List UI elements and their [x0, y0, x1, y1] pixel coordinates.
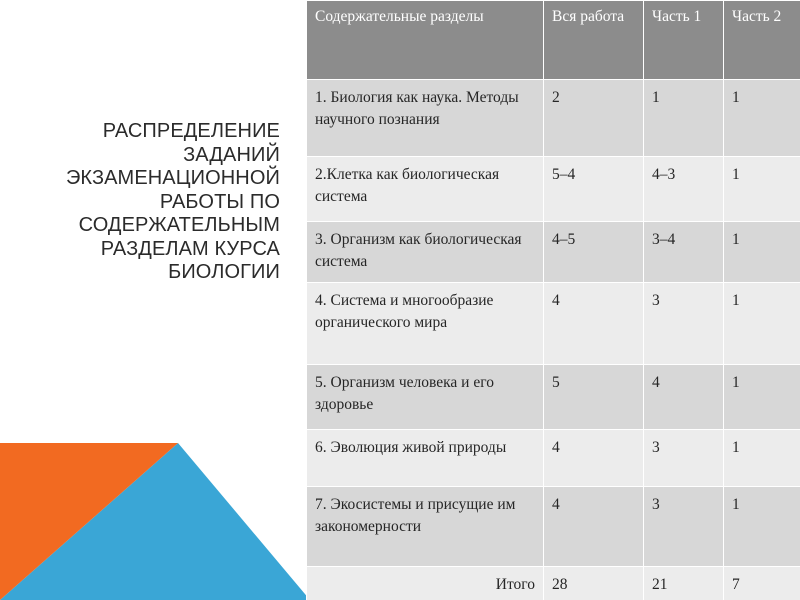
part-1-cell: 4 — [644, 365, 724, 430]
blue-triangle-shape — [0, 443, 310, 600]
whole-work-cell: 5–4 — [544, 157, 644, 222]
total-part-2-cell: 7 — [724, 567, 800, 600]
part-2-cell: 1 — [724, 365, 800, 430]
part-1-cell: 3–4 — [644, 222, 724, 283]
part-1-cell: 3 — [644, 430, 724, 487]
header-sections: Содержательные разделы — [307, 1, 544, 80]
table-row — [307, 365, 800, 430]
header-part-1: Часть 1 — [644, 1, 724, 80]
header-part-2: Часть 2 — [724, 1, 800, 80]
part-1-cell: 1 — [644, 80, 724, 157]
total-whole-work-cell: 28 — [544, 567, 644, 600]
distribution-table-wrap — [306, 0, 800, 600]
total-part-1-cell: 21 — [644, 567, 724, 600]
whole-work-cell: 4–5 — [544, 222, 644, 283]
part-2-cell: 1 — [724, 80, 800, 157]
section-cell: 4. Система и многообразие органического мира — [307, 283, 544, 365]
table-header-row — [307, 1, 800, 80]
part-1-cell: 3 — [644, 487, 724, 567]
section-cell: 3. Организм как биологическая система — [307, 222, 544, 283]
whole-work-cell: 4 — [544, 430, 644, 487]
section-cell: 7. Экосистемы и присущие им закономерности — [307, 487, 544, 567]
table-total-row — [307, 567, 800, 600]
section-cell: 2.Клетка как биологическая система — [307, 157, 544, 222]
distribution-table — [306, 0, 800, 600]
part-2-cell: 1 — [724, 430, 800, 487]
whole-work-cell: 4 — [544, 283, 644, 365]
section-cell: 6. Эволюция живой природы — [307, 430, 544, 487]
part-1-cell: 3 — [644, 283, 724, 365]
decorative-corner-shapes — [0, 0, 310, 600]
header-whole-work: Вся работа — [544, 1, 644, 80]
total-label-cell: Итого — [307, 567, 544, 600]
orange-triangle-shape — [0, 443, 178, 600]
whole-work-cell: 5 — [544, 365, 644, 430]
part-2-cell: 1 — [724, 222, 800, 283]
slide-title: РАСПРЕДЕЛЕНИЕ ЗАДАНИЙ ЭКЗАМЕНАЦИОННОЙ РАБОТЫ ПО СОДЕРЖАТЕЛЬНЫМ РАЗДЕЛАМ КУРСА БИОЛОГИИ — [65, 120, 280, 283]
whole-work-cell: 2 — [544, 80, 644, 157]
table-row — [307, 430, 800, 487]
part-2-cell: 1 — [724, 157, 800, 222]
table-row — [307, 222, 800, 283]
whole-work-cell: 4 — [544, 487, 644, 567]
section-cell: 1. Биология как наука. Методы научного познания — [307, 80, 544, 157]
part-2-cell: 1 — [724, 487, 800, 567]
part-1-cell: 4–3 — [644, 157, 724, 222]
table-row — [307, 80, 800, 157]
part-2-cell: 1 — [724, 283, 800, 365]
table-row — [307, 283, 800, 365]
table-row — [307, 487, 800, 567]
section-cell: 5. Организм человека и его здоровье — [307, 365, 544, 430]
table-row — [307, 157, 800, 222]
